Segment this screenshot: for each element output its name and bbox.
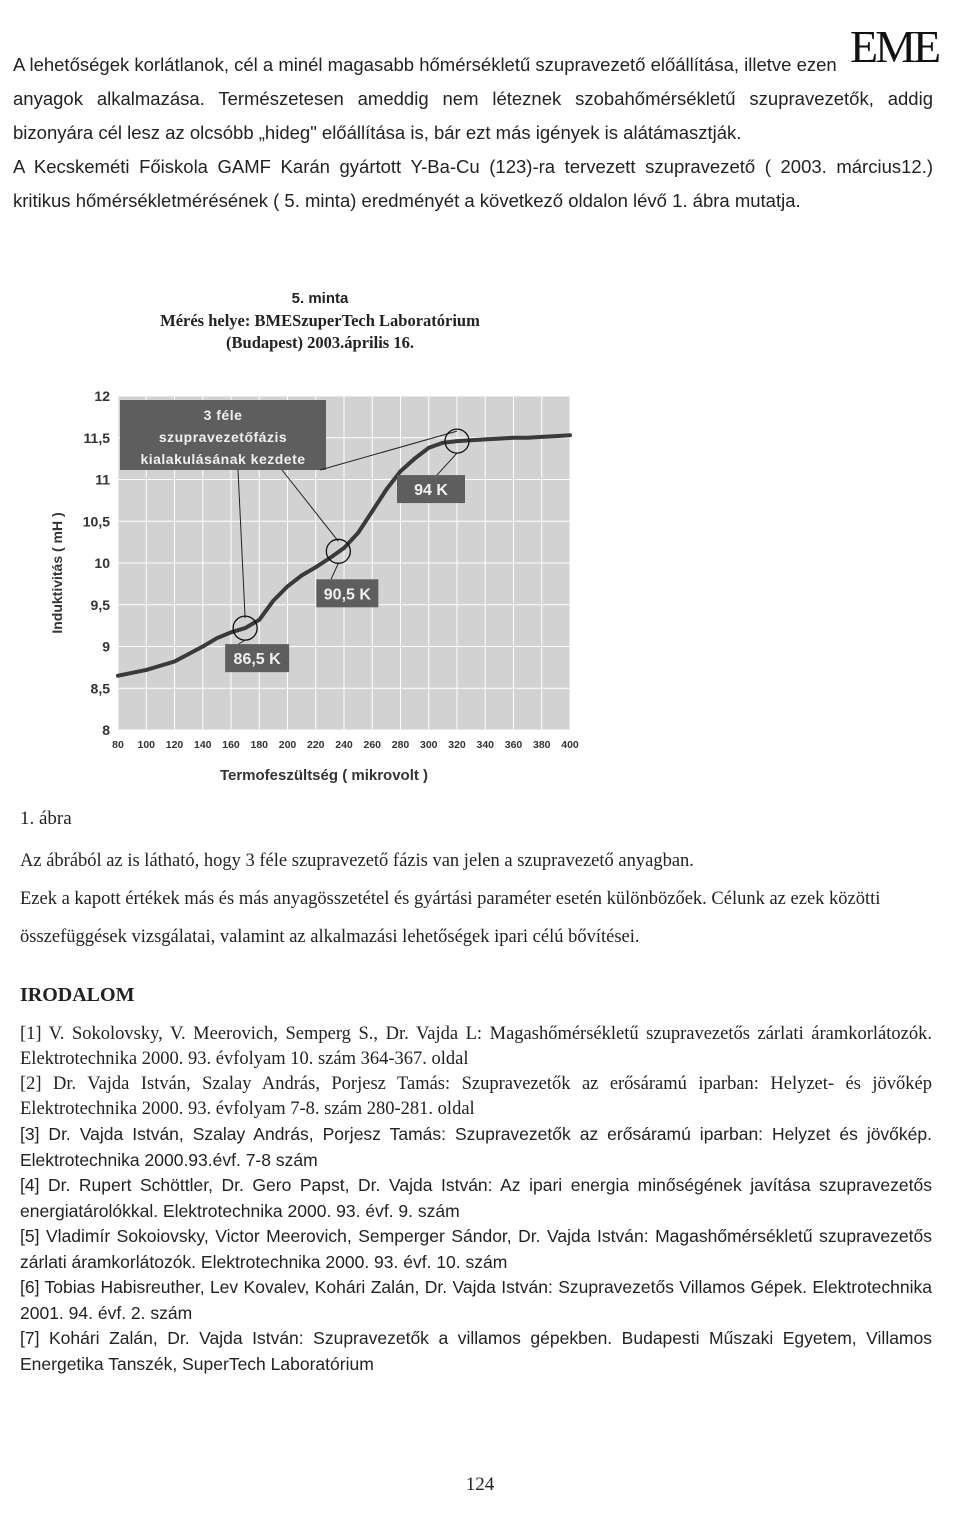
reference-item: [7] Kohári Zalán, Dr. Vajda István: Szupravezetők a villamos gépekben. Budapesti Műszaki Egyetem, Villamos Energetika Tanszék, SuperTech Laboratórium — [20, 1328, 932, 1374]
intro-line-1: A lehetőségek korlátlanok, cél a minél magasabb hőmérsékletű szupravezető előállítása, illetve ezen — [13, 54, 837, 75]
body-text — [20, 842, 935, 956]
y-tick-label: 10,5 — [82, 513, 110, 530]
x-axis-label: Termofeszültség ( mikrovolt ) — [219, 767, 429, 784]
x-tick-label: 200 — [278, 739, 297, 751]
x-tick-label: 400 — [561, 739, 579, 751]
references-list — [20, 1022, 932, 1377]
reference-item: [5] Vladimír Sokoiovsky, Victor Meerovich, Semperger Sándor, Dr. Vajda István: Magashőmérsékletű szupravezetős zárlati áramkorlátozók. Elektrotechnika 2000. 93. évf. 10. szám — [20, 1226, 932, 1272]
intro-paragraph-2: A Kecskeméti Főiskola GAMF Karán gyártott Y-Ba-Cu (123)-ra tervezett szupravezető ( 2003. március12.) kritikus hőmérsékletmérésének ( 5. minta) eredményét a következő oldalon lévő 1. ábra mutatja. — [13, 156, 933, 211]
plot-area — [49, 388, 579, 784]
eme-logo: EME — [850, 21, 939, 72]
x-tick-label: 80 — [112, 739, 124, 751]
inductance-chart — [40, 378, 600, 788]
temperature-label: 90,5 K — [323, 586, 371, 604]
x-tick-label: 380 — [532, 739, 551, 751]
y-axis-label: Induktivitás ( mH ) — [49, 512, 65, 634]
x-tick-label: 320 — [448, 739, 466, 751]
y-tick-label: 10 — [94, 555, 110, 571]
x-tick-label: 220 — [306, 739, 325, 751]
reference-item: [1] V. Sokolovsky, V. Meerovich, Semperg S., Dr. Vajda L: Magashőmérsékletű szupravezetős zárlati áramkorlátozók. Elektrotechnika 2000. 93. évfolyam 10. szám 364-367. oldal — [20, 1024, 932, 1069]
y-tick-label: 9 — [102, 638, 110, 655]
y-tick-label: 8 — [102, 722, 110, 738]
x-tick-label: 360 — [504, 739, 523, 751]
x-tick-label: 260 — [363, 739, 382, 751]
intro-paragraph-1-rest: anyagok alkalmazása. Természetesen ameddig nem léteznek szobahőmérsékletű szupravezetők, addig bizonyára cél lesz az olcsóbb „hideg" előállítása is, bár ezt más igények is alátámasztják. — [13, 88, 933, 143]
temperature-label: 86,5 K — [233, 651, 281, 669]
y-tick-label: 12 — [94, 388, 110, 404]
measurement-date: (Budapest) 2003.április 16. — [226, 333, 414, 352]
body-paragraph-2: Ezek a kapott értékek más és más anyagösszetétel és gyártási paraméter esetén különbözőek. Célunk az ezek közötti összefüggések vizsgálatai, valamint az alkalmazási lehetőségek ipari célú bővítései. — [20, 889, 881, 947]
reference-item: [2] Dr. Vajda István, Szalay András, Porjesz Tamás: Szupravezetők az erősáramú iparban: Helyzet- és jövőkép Elektrotechnika 2000. 93. évfolyam 7-8. szám 280-281. oldal — [20, 1074, 932, 1119]
reference-item: [4] Dr. Rupert Schöttler, Dr. Gero Papst, Dr. Vajda István: Az ipari energia minőségének javítása szupravezetős energiatárolókkal. Elektrotechnika 2000. 93. évf. 9. szám — [20, 1175, 932, 1221]
figure-caption: 1. ábra — [20, 808, 72, 829]
reference-item: [6] Tobias Habisreuther, Lev Kovalev, Kohári Zalán, Dr. Vajda István: Szupravezetős Villamos Gépek. Elektrotechnika 2001. 94. évf. 2. szám — [20, 1277, 932, 1323]
y-tick-label: 11,5 — [83, 429, 110, 446]
intro-text — [13, 48, 933, 218]
x-tick-label: 280 — [391, 739, 410, 751]
measurement-place: Mérés helye: BMESzuperTech Laboratórium — [160, 311, 480, 330]
chart-header — [0, 288, 640, 354]
body-paragraph-1: Az ábrából az is látható, hogy 3 féle szupravezető fázis van jelen a szupravezető anyagban. — [20, 851, 694, 871]
x-tick-label: 160 — [222, 739, 240, 751]
x-tick-label: 180 — [250, 739, 269, 751]
references-title: IRODALOM — [20, 984, 135, 1006]
sample-label: 5. minta — [291, 290, 349, 307]
reference-item: [3] Dr. Vajda István, Szalay András, Porjesz Tamás: Szupravezetők az erősáramú iparban: Helyzet és jövőkép. Elektrotechnika 2000.93.évf. 7-8 szám — [20, 1124, 932, 1170]
page-number: 124 — [465, 1474, 495, 1495]
temperature-label: 94 K — [414, 482, 448, 500]
y-tick-label: 11 — [95, 471, 110, 488]
x-tick-label: 240 — [335, 739, 353, 751]
y-tick-label: 9,5 — [90, 596, 110, 613]
x-tick-label: 340 — [476, 739, 495, 751]
phase-annotation-text: szupravezetőfázis — [158, 429, 288, 445]
phase-annotation-text: kialakulásának kezdete — [140, 451, 306, 467]
x-tick-label: 140 — [193, 739, 212, 751]
x-tick-label: 120 — [165, 739, 184, 751]
x-tick-label: 300 — [419, 739, 438, 751]
phase-annotation-text: 3 féle — [203, 407, 243, 423]
y-tick-label: 8,5 — [90, 680, 110, 697]
x-tick-label: 100 — [137, 739, 156, 751]
